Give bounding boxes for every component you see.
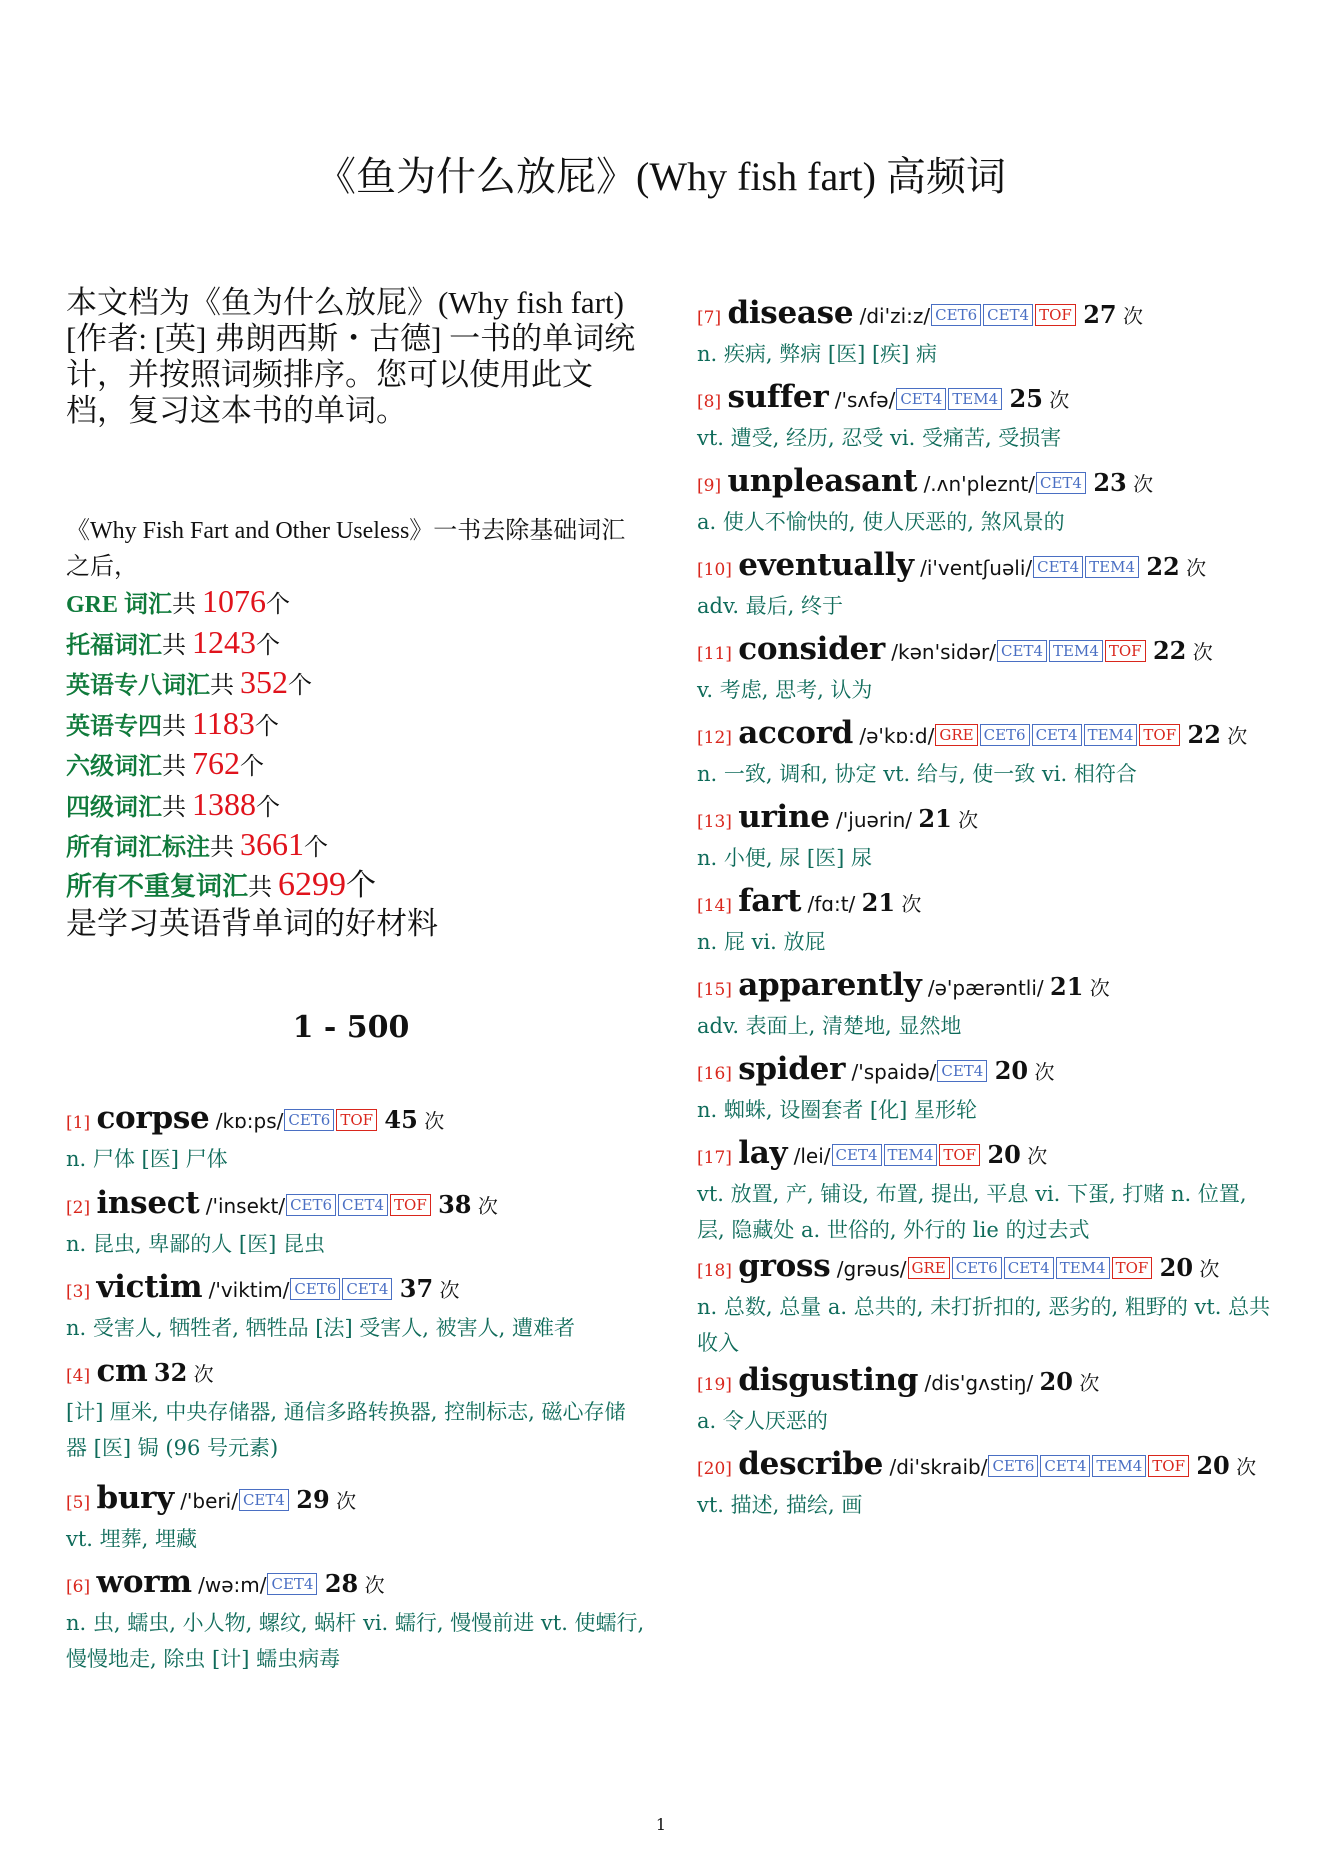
word-entry: [66, 1564, 646, 1677]
count-suffix: 次: [901, 892, 922, 916]
entry-definition: n. 蜘蛛, 设圈套者 [化] 星形轮: [697, 1098, 977, 1122]
stat-row: [66, 664, 646, 705]
entry-count: 20: [987, 1140, 1021, 1169]
entry-definition: vt. 埋葬, 埋藏: [66, 1527, 198, 1551]
stat-row: [66, 583, 646, 624]
entry-definition: n. 受害人, 牺牲者, 牺牲品 [法] 受害人, 被害人, 遭难者: [66, 1316, 576, 1340]
entry-head: [66, 1100, 646, 1141]
entry-index: [7]: [697, 308, 722, 328]
stat-number: 1076: [202, 583, 267, 619]
exam-tag: CET4: [1033, 556, 1083, 578]
entry-phonetic: /grəus/: [836, 1257, 907, 1281]
entry-head: [66, 1185, 646, 1226]
stat-unit: 个: [256, 632, 280, 659]
count-suffix: 次: [1227, 724, 1248, 748]
entry-count: 20: [1039, 1367, 1073, 1396]
count-suffix: 次: [439, 1278, 460, 1302]
entry-head: [66, 1269, 646, 1310]
count-suffix: 次: [1089, 976, 1110, 1000]
entry-definition: adv. 表面上, 清楚地, 显然地: [697, 1014, 962, 1038]
exam-tag: GRE: [935, 724, 977, 746]
entry-head: [697, 463, 1277, 504]
entry-word: urine: [738, 799, 830, 835]
entry-phonetic: /'viktim/: [208, 1278, 290, 1302]
exam-tag: TEM4: [1084, 724, 1138, 746]
entry-index: [3]: [66, 1282, 91, 1302]
entry-word: cm: [96, 1353, 148, 1389]
entry-definition: n. 尸体 [医] 尸体: [66, 1147, 228, 1171]
exam-tag: CET4: [239, 1489, 289, 1511]
exam-tag: CET4: [997, 640, 1047, 662]
entry-count: 20: [1159, 1253, 1194, 1282]
stat-number: 3661: [240, 826, 304, 862]
exam-tag: CET4: [1004, 1257, 1054, 1279]
entry-index: [10]: [697, 560, 732, 580]
word-entry: [697, 463, 1277, 540]
stat-label: 英语专八词汇: [66, 673, 210, 699]
entry-phonetic: /'beri/: [180, 1489, 238, 1513]
stat-row: [66, 745, 646, 786]
stat-label: 四级词汇: [66, 794, 162, 821]
entry-count: 29: [296, 1485, 330, 1514]
word-entry: [697, 1248, 1277, 1361]
exam-tag: CET6: [931, 304, 981, 326]
exam-tag: CET6: [988, 1455, 1038, 1477]
word-entry: [697, 379, 1277, 456]
entry-count: 25: [1009, 384, 1043, 413]
entry-count: 22: [1146, 552, 1180, 581]
stat-number: 1183: [192, 704, 255, 741]
exam-tag: TOF: [336, 1109, 377, 1131]
entry-count: 32: [153, 1358, 188, 1387]
word-entry: [697, 1362, 1277, 1439]
entry-index: [17]: [697, 1148, 732, 1168]
word-entry: [66, 1269, 646, 1346]
entry-count: 20: [1196, 1451, 1230, 1480]
page-number: 1: [655, 1815, 667, 1834]
exam-tag: TEM4: [1056, 1257, 1110, 1279]
entry-definition: a. 使人不愉快的, 使人厌恶的, 煞风景的: [697, 510, 1065, 534]
exam-tag: CET4: [937, 1060, 987, 1082]
entry-head: [697, 1248, 1277, 1289]
section-title: 1 - 500: [292, 1010, 410, 1045]
entry-index: [12]: [697, 728, 732, 748]
stat-number: 1243: [192, 623, 256, 660]
count-suffix: 次: [193, 1362, 214, 1386]
stat-label: 所有不重复词汇: [66, 871, 249, 901]
entry-definition: n. 昆虫, 卑鄙的人 [医] 昆虫: [66, 1232, 325, 1256]
entry-phonetic: /fɑ:t/: [807, 892, 856, 916]
entry-phonetic: /wə:m/: [198, 1573, 267, 1597]
count-suffix: 次: [336, 1489, 357, 1513]
exam-tag: CET6: [290, 1278, 340, 1300]
stat-prefix: 共: [162, 713, 192, 740]
exam-tag: TEM4: [1092, 1455, 1146, 1477]
entry-head: [66, 1353, 646, 1394]
entry-word: bury: [96, 1480, 174, 1516]
stat-unit: 个: [304, 835, 328, 861]
entry-index: [16]: [697, 1064, 732, 1084]
stat-number: 6299: [278, 865, 347, 903]
count-suffix: 次: [1122, 304, 1143, 328]
stat-number: 1388: [192, 785, 256, 822]
exam-tag: TEM4: [948, 388, 1002, 410]
count-suffix: 次: [364, 1573, 385, 1597]
entry-definition: vt. 遭受, 经历, 忍受 vi. 受痛苦, 受损害: [697, 426, 1062, 450]
stat-row: [66, 867, 646, 907]
stat-unit: 个: [266, 592, 291, 618]
entry-head: [66, 1480, 646, 1521]
entry-index: [8]: [697, 392, 722, 412]
word-entry: [697, 967, 1277, 1044]
entry-word: lay: [738, 1135, 788, 1171]
stat-unit: 个: [288, 673, 312, 699]
stat-row: [66, 624, 646, 665]
exam-tag: CET4: [1032, 724, 1082, 746]
entry-phonetic: /'sʌfə/: [834, 388, 896, 412]
entry-phonetic: /'juərin/: [836, 808, 913, 832]
entry-index: [4]: [66, 1366, 91, 1386]
entry-count: 22: [1187, 720, 1221, 749]
stats-list: [66, 583, 646, 942]
entry-count: 21: [861, 888, 896, 917]
entry-head: [697, 1362, 1277, 1403]
stat-number: 352: [240, 664, 288, 700]
stat-prefix: 共: [162, 632, 192, 659]
word-entry: [697, 715, 1277, 792]
exam-tag: CET4: [896, 388, 946, 410]
word-entry: [66, 1185, 646, 1262]
entry-head: [697, 715, 1277, 756]
word-entry: [697, 1051, 1277, 1128]
word-entry: [66, 1480, 646, 1557]
entry-definition: [计] 厘米, 中央存储器, 通信多路转换器, 控制标志, 磁心存储器 [医] 锔 (96 号元素): [66, 1400, 626, 1460]
stat-label: 所有词汇标注: [66, 835, 210, 861]
entry-phonetic: /di'skraib/: [889, 1455, 988, 1479]
entry-index: [13]: [697, 812, 732, 832]
entry-phonetic: /dis'gʌstiŋ/: [924, 1371, 1034, 1395]
stat-number: 762: [192, 745, 240, 781]
entry-count: 28: [324, 1569, 359, 1598]
entry-head: [66, 1564, 646, 1605]
entry-index: [9]: [697, 476, 722, 496]
exam-tag: TOF: [1035, 304, 1076, 326]
entry-count: 20: [994, 1056, 1029, 1085]
entry-word: corpse: [96, 1100, 210, 1136]
exam-tag: CET6: [286, 1194, 336, 1216]
entry-index: [14]: [697, 896, 732, 916]
stat-unit: 个: [254, 713, 279, 740]
entry-word: describe: [738, 1446, 884, 1482]
word-entry: [697, 1135, 1277, 1248]
entry-definition: vt. 放置, 产, 铺设, 布置, 提出, 平息 vi. 下蛋, 打赌 n. 位置, 层, 隐藏处 a. 世俗的, 外行的 lie 的过去式: [697, 1182, 1247, 1242]
stat-label: 六级词汇: [66, 754, 162, 780]
entry-definition: adv. 最后, 终于: [697, 594, 844, 618]
stat-label: GRE 词汇: [66, 592, 173, 618]
exam-tag: CET4: [1040, 1455, 1090, 1477]
stat-prefix: 共: [162, 794, 192, 821]
exam-tag: TOF: [1105, 640, 1146, 662]
entry-index: [1]: [66, 1113, 91, 1133]
entry-phonetic: /ə'pærəntli/: [927, 976, 1044, 1000]
entry-phonetic: /di'zi:z/: [859, 304, 931, 328]
entry-index: [19]: [697, 1375, 732, 1395]
exam-tag: TOF: [390, 1194, 431, 1216]
entry-phonetic: /ə'kɒ:d/: [859, 724, 935, 748]
entry-head: [697, 883, 1277, 924]
count-suffix: 次: [1049, 388, 1070, 412]
count-suffix: 次: [1186, 556, 1207, 580]
entry-word: disgusting: [738, 1362, 919, 1398]
entry-head: [697, 1135, 1277, 1176]
stat-prefix: 共: [172, 592, 203, 618]
entry-word: suffer: [727, 379, 829, 415]
stat-prefix: 共: [210, 835, 240, 861]
entry-word: worm: [96, 1564, 192, 1600]
entry-phonetic: /'insekt/: [205, 1194, 286, 1218]
word-entry: [697, 1446, 1277, 1523]
word-entry: [697, 799, 1277, 876]
exam-tag: CET4: [832, 1144, 882, 1166]
stat-prefix: 共: [162, 754, 192, 780]
word-entry: [697, 295, 1277, 372]
intro-paragraph: 本文档为《鱼为什么放屁》(Why fish fart)[作者: [英] 弗朗西斯・古德] 一书的单词统计，并按照词频排序。您可以使用此文档，复习这本书的单词。: [66, 285, 636, 428]
exam-tag: TOF: [1139, 724, 1180, 746]
entry-count: 22: [1152, 636, 1187, 665]
stat-row: [66, 705, 646, 746]
entry-head: [697, 1051, 1277, 1092]
exam-tag: GRE: [908, 1257, 950, 1279]
stat-row: [66, 826, 646, 867]
exam-tag: TEM4: [884, 1144, 938, 1166]
word-entry: [66, 1353, 646, 1466]
count-suffix: 次: [1236, 1455, 1257, 1479]
entry-word: apparently: [738, 967, 922, 1003]
exam-tag: TOF: [1112, 1257, 1153, 1279]
count-suffix: 次: [958, 808, 979, 832]
stat-prefix: 共: [248, 874, 279, 901]
entry-head: [697, 547, 1277, 588]
stat-label: 托福词汇: [66, 632, 162, 659]
exam-tag: CET4: [1036, 472, 1086, 494]
word-entry: [697, 883, 1277, 960]
count-suffix: 次: [1199, 1257, 1220, 1281]
word-entry: [697, 631, 1277, 708]
word-entry: [697, 547, 1277, 624]
entry-definition: n. 疾病, 弊病 [医] [疾] 病: [697, 342, 938, 366]
entry-phonetic: /lei/: [793, 1144, 831, 1168]
exam-tag: CET6: [980, 724, 1030, 746]
entry-word: victim: [96, 1269, 203, 1305]
entry-word: accord: [738, 715, 853, 751]
entry-definition: n. 总数, 总量 a. 总共的, 未打折扣的, 恶劣的, 粗野的 vt. 总共收入: [697, 1295, 1271, 1355]
entry-word: spider: [738, 1051, 846, 1087]
word-entry: [66, 1100, 646, 1177]
stat-unit: 个: [240, 754, 264, 780]
intro-subtext: 《Why Fish Fart and Other Useless》一书去除基础词汇之后，: [66, 518, 626, 580]
exam-tag: TOF: [939, 1144, 980, 1166]
entry-index: [18]: [697, 1261, 732, 1281]
entry-phonetic: /.ʌn'pleznt/: [923, 472, 1035, 496]
exam-tag: CET4: [983, 304, 1033, 326]
entry-index: [20]: [697, 1459, 732, 1479]
entry-index: [15]: [697, 980, 732, 1000]
page-title: 《鱼为什么放屁》(Why fish fart) 高频词: [316, 154, 1006, 199]
stat-prefix: 共: [210, 673, 240, 699]
stat-unit: 个: [256, 794, 280, 821]
count-suffix: 次: [477, 1194, 498, 1218]
entry-word: eventually: [738, 547, 914, 583]
entry-count: 37: [399, 1274, 434, 1303]
count-suffix: 次: [1133, 472, 1154, 496]
exam-tag: CET4: [342, 1278, 392, 1300]
entry-definition: vt. 描述, 描绘, 画: [697, 1493, 863, 1517]
entry-index: [11]: [697, 644, 732, 664]
entry-definition: a. 令人厌恶的: [697, 1409, 828, 1433]
entry-definition: n. 屁 vi. 放屁: [697, 930, 826, 954]
count-suffix: 次: [1079, 1371, 1100, 1395]
entry-definition: n. 小便, 尿 [医] 尿: [697, 846, 872, 870]
stat-unit: 个: [346, 868, 377, 902]
entry-phonetic: /i'ventʃuəli/: [920, 556, 1033, 580]
entry-head: [697, 631, 1277, 672]
exam-tag: CET6: [952, 1257, 1002, 1279]
entry-count: 21: [1050, 972, 1084, 1001]
stat-row: [66, 786, 646, 827]
entry-count: 23: [1093, 468, 1127, 497]
entry-head: [697, 967, 1277, 1008]
count-suffix: 次: [424, 1109, 445, 1133]
exam-tag: CET4: [267, 1573, 317, 1595]
entry-head: [697, 379, 1277, 420]
exam-tag: CET6: [284, 1109, 334, 1131]
exam-tag: TEM4: [1085, 556, 1139, 578]
count-suffix: 次: [1034, 1060, 1055, 1084]
entry-definition: n. 一致, 调和, 协定 vt. 给与, 使一致 vi. 相符合: [697, 762, 1137, 786]
entry-word: insect: [96, 1185, 200, 1221]
exam-tag: CET4: [338, 1194, 388, 1216]
entry-phonetic: /'spaidə/: [851, 1060, 937, 1084]
closing-text: 是学习英语背单词的好材料: [66, 906, 438, 941]
entry-index: [5]: [66, 1493, 91, 1513]
entry-word: unpleasant: [727, 463, 918, 499]
entry-count: 38: [438, 1190, 472, 1219]
entry-count: 21: [918, 804, 952, 833]
stat-label: 英语专四: [66, 713, 162, 740]
exam-tag: TOF: [1148, 1455, 1189, 1477]
entry-definition: n. 虫, 蠕虫, 小人物, 螺纹, 蜗杆 vi. 蠕行, 慢慢前进 vt. 使蠕行, 慢慢地走, 除虫 [计] 蠕虫病毒: [66, 1611, 645, 1671]
entry-definition: v. 考虑, 思考, 认为: [697, 678, 873, 702]
entry-head: [697, 1446, 1277, 1487]
entry-count: 45: [384, 1105, 418, 1134]
entry-phonetic: /kən'sidər/: [891, 640, 997, 664]
entry-phonetic: /kɒ:ps/: [215, 1109, 284, 1133]
entry-word: consider: [738, 631, 885, 667]
count-suffix: 次: [1192, 640, 1213, 664]
exam-tag: TEM4: [1049, 640, 1103, 662]
entry-head: [697, 799, 1277, 840]
entry-head: [697, 295, 1277, 336]
entry-word: fart: [738, 883, 802, 919]
entry-word: gross: [738, 1248, 831, 1284]
count-suffix: 次: [1027, 1144, 1048, 1168]
entry-count: 27: [1083, 300, 1117, 329]
entry-index: [2]: [66, 1198, 91, 1218]
entry-word: disease: [727, 295, 854, 331]
entry-index: [6]: [66, 1577, 91, 1597]
